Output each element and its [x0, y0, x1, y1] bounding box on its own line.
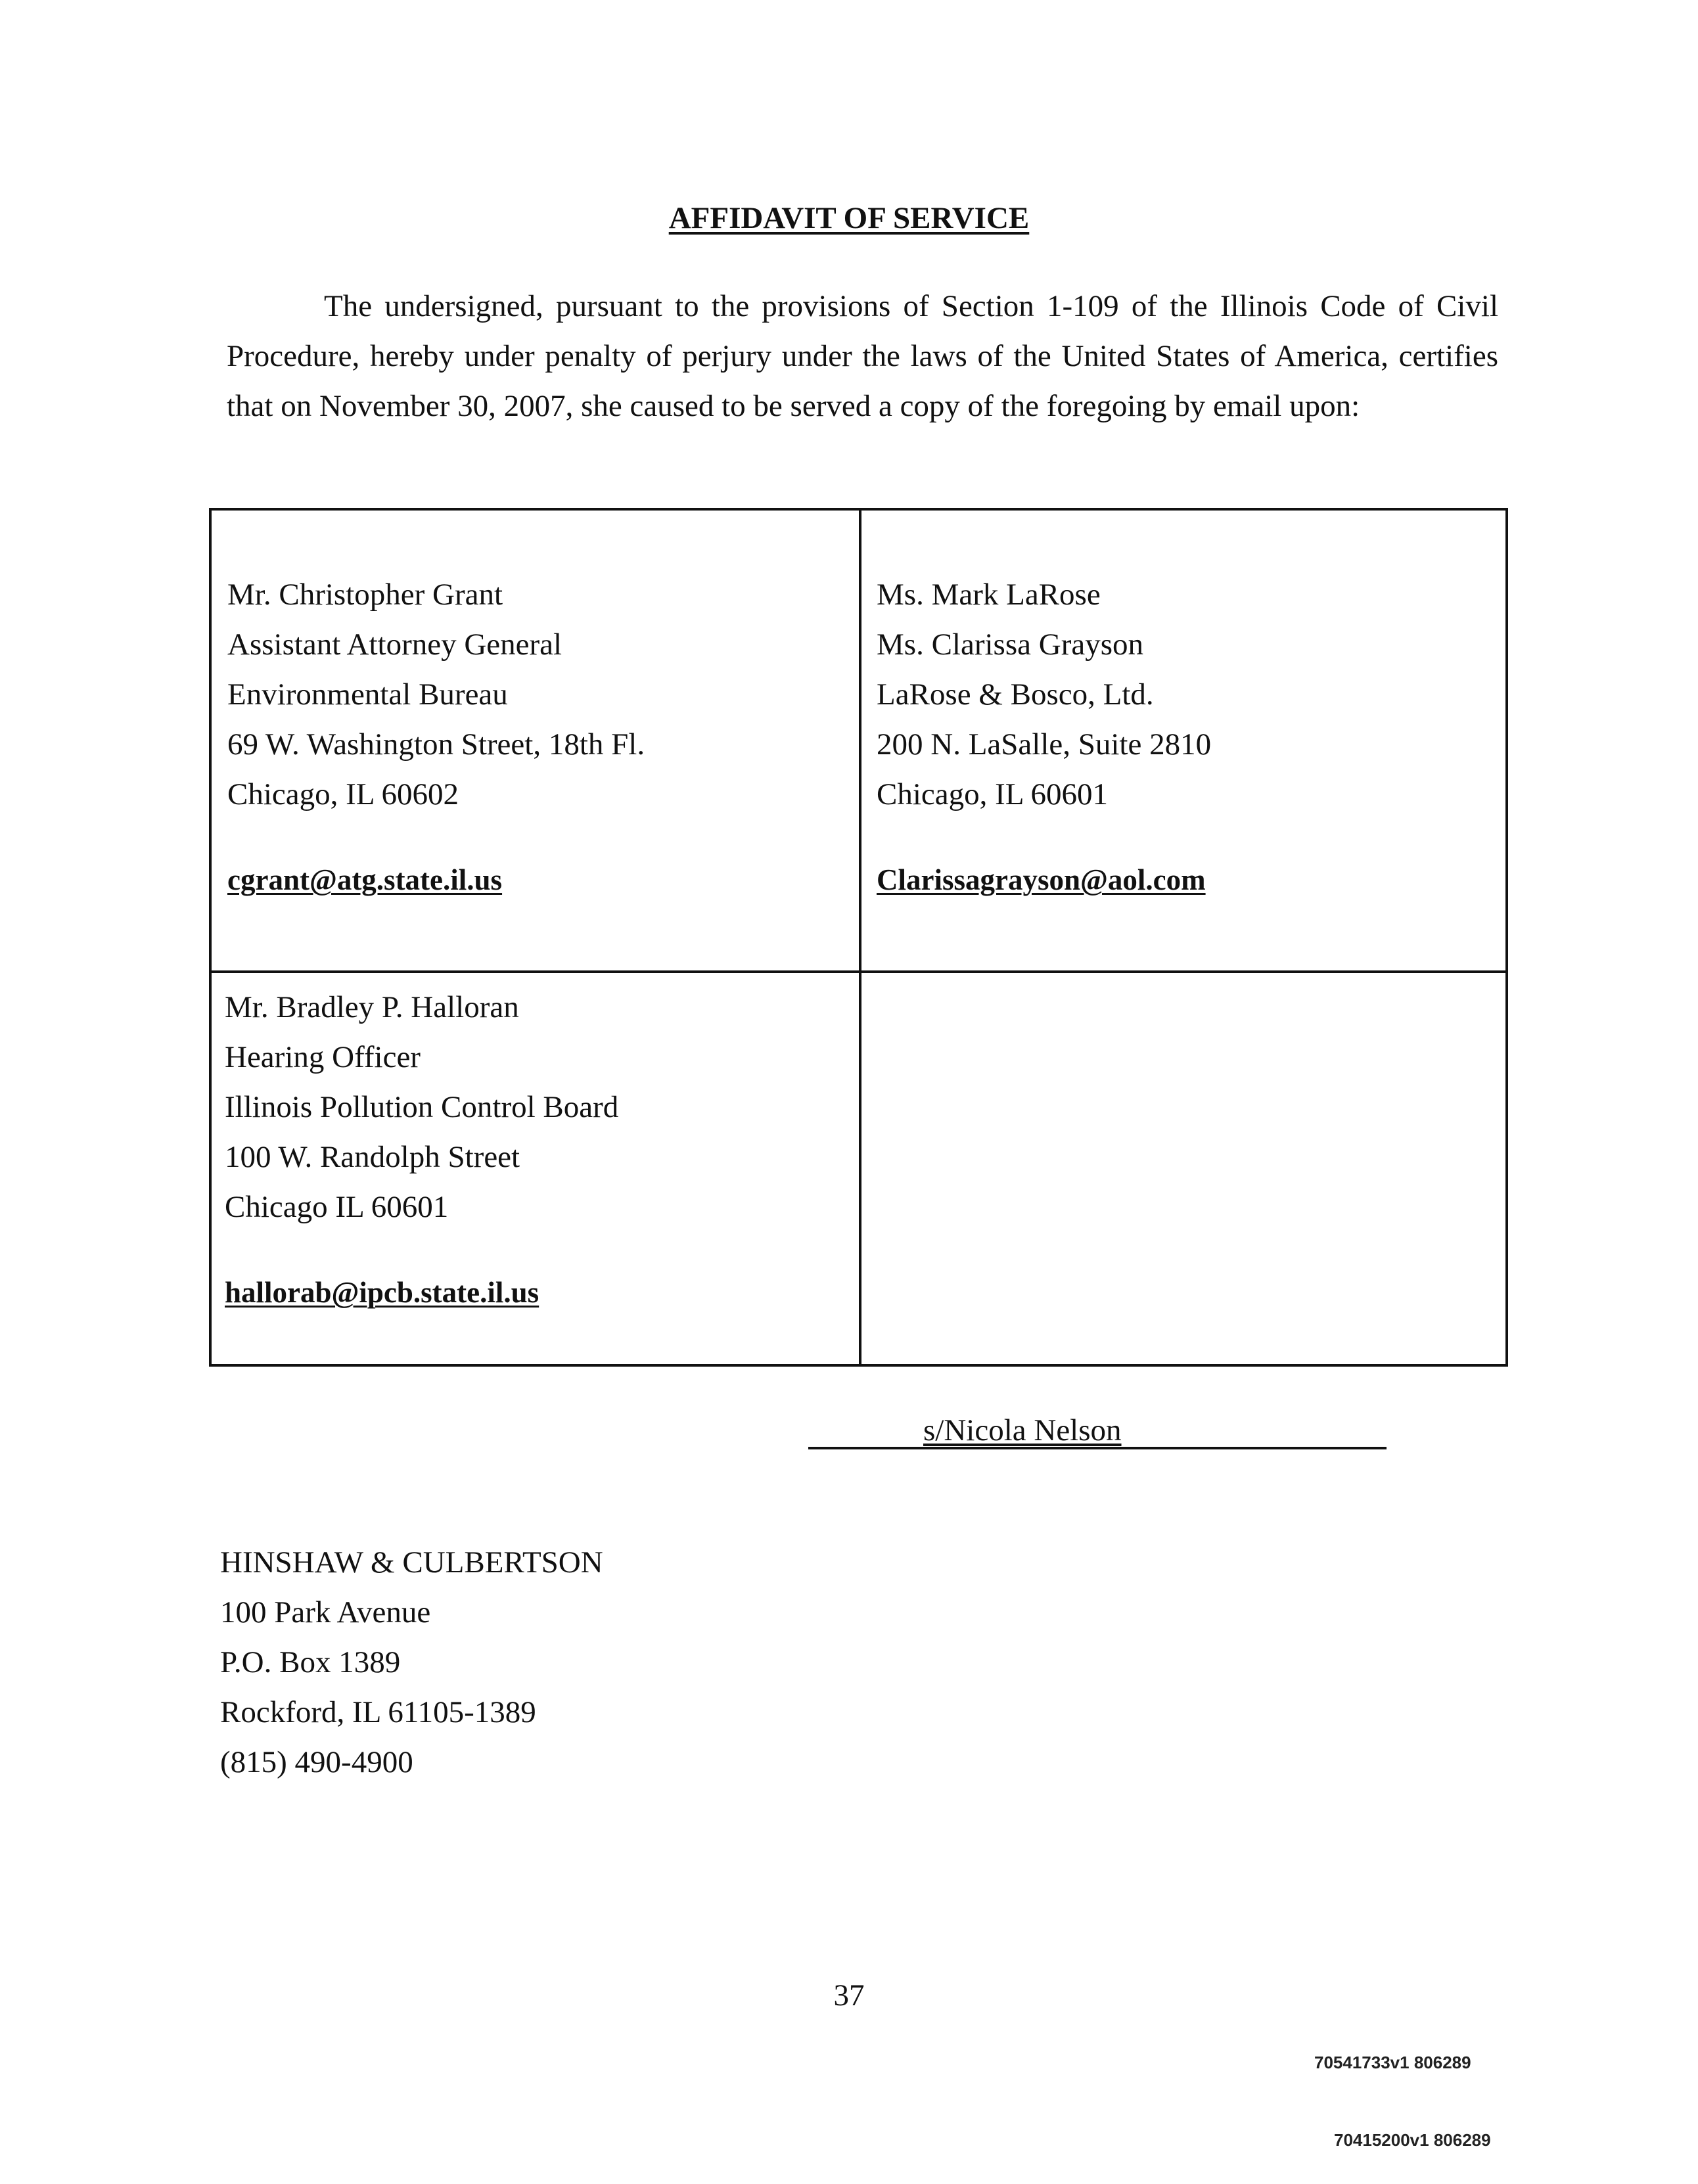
document-title: AFFIDAVIT OF SERVICE: [668, 201, 1030, 235]
recipient-line: LaRose & Bosco, Ltd.: [877, 677, 1154, 712]
firm-address-line: 100 Park Avenue: [220, 1595, 431, 1629]
recipient-line: Chicago, IL 60602: [227, 777, 459, 811]
recipient-line: 69 W. Washington Street, 18th Fl.: [227, 727, 645, 762]
intro-paragraph: The undersigned, pursuant to the provisions of Section 1-109 of the Illinois Code of Civil Procedure, hereby under penalty of perjury under the laws of the United States of America, certifies that on November 30, 2007, she caused to be served a copy of the foregoing by email upon:: [227, 289, 1498, 423]
recipient-line: Chicago IL 60601: [225, 1190, 449, 1224]
recipient-line: Ms. Clarissa Grayson: [877, 627, 1143, 662]
signature-text: s/Nicola Nelson: [923, 1413, 1122, 1447]
recipient-email-link[interactable]: cgrant@atg.state.il.us: [227, 863, 503, 896]
recipient-name: Mr. Bradley P. Halloran: [225, 990, 519, 1024]
recipient-email-link[interactable]: hallorab@ipcb.state.il.us: [225, 1276, 539, 1309]
signature-line: [808, 1411, 1387, 1449]
recipient-email-link[interactable]: Clarissagrayson@aol.com: [877, 863, 1206, 896]
recipient-cell-grant: [227, 570, 645, 905]
table-vertical-divider: [859, 511, 861, 1364]
recipient-name: Mr. Christopher Grant: [227, 578, 503, 612]
recipient-line: Hearing Officer: [225, 1040, 421, 1074]
document-id: 70541733v1 806289: [1314, 2053, 1471, 2072]
recipient-line: 200 N. LaSalle, Suite 2810: [877, 727, 1212, 762]
document-id: 70415200v1 806289: [1334, 2130, 1491, 2150]
firm-phone: (815) 490-4900: [220, 1745, 413, 1779]
service-list-table: [209, 508, 1508, 1367]
recipient-line: Chicago, IL 60601: [877, 777, 1108, 811]
recipient-cell-larose: [877, 570, 1211, 905]
firm-name: HINSHAW & CULBERTSON: [220, 1545, 603, 1580]
recipient-line: Illinois Pollution Control Board: [225, 1090, 619, 1124]
firm-city: Rockford, IL 61105-1389: [220, 1695, 536, 1729]
recipient-line: Assistant Attorney General: [227, 627, 562, 662]
recipient-line: 100 W. Randolph Street: [225, 1140, 520, 1174]
recipient-cell-halloran: [225, 982, 618, 1317]
page-number: 37: [833, 1978, 865, 2013]
firm-address-line: P.O. Box 1389: [220, 1645, 401, 1679]
recipient-name: Ms. Mark LaRose: [877, 578, 1101, 612]
recipient-line: Environmental Bureau: [227, 677, 508, 712]
firm-address-block: [220, 1537, 603, 1787]
table-horizontal-divider: [212, 970, 1505, 973]
